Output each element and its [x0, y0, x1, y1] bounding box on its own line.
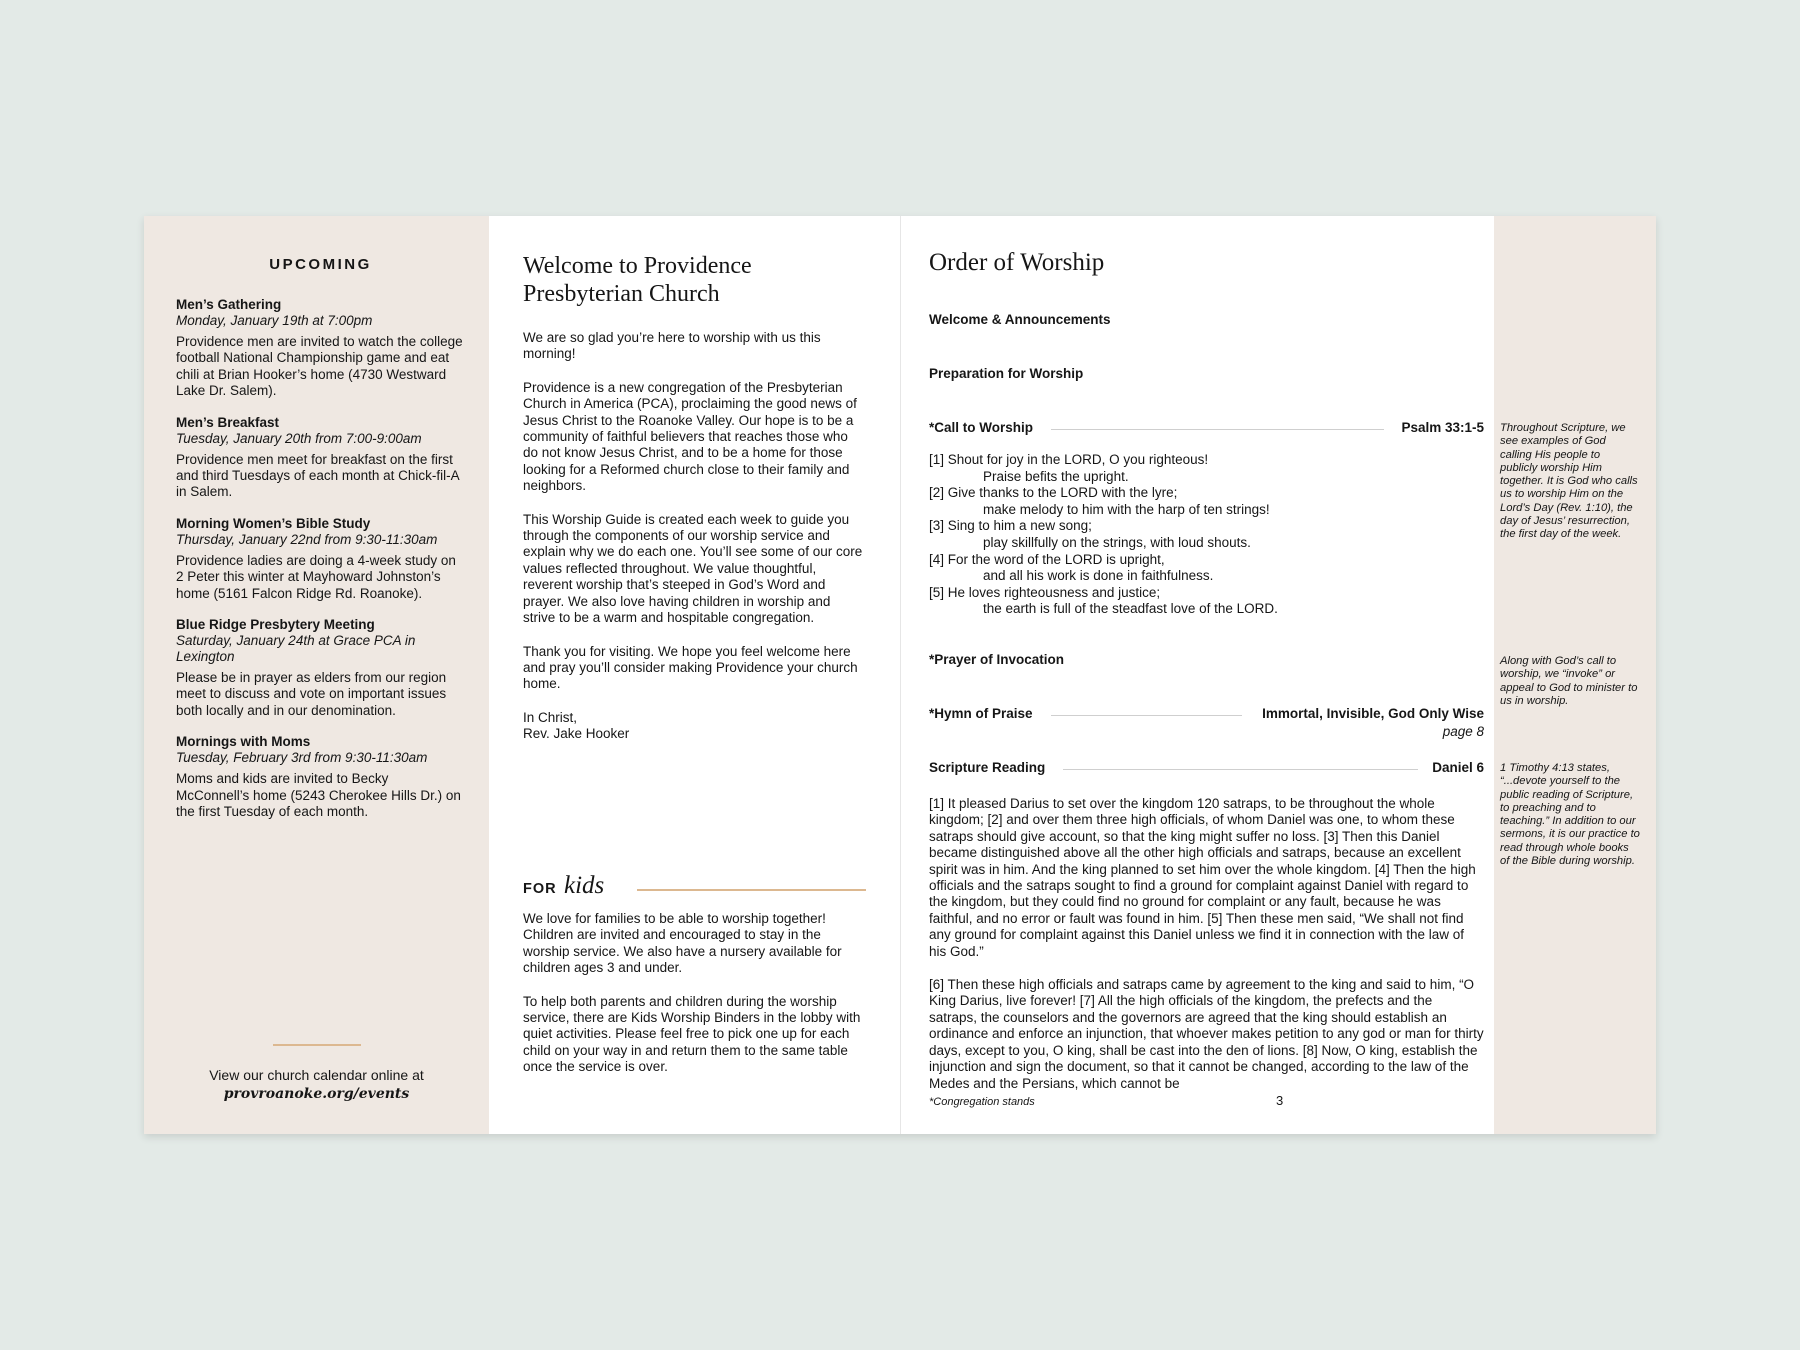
accent-divider	[273, 1044, 361, 1046]
event-description: Providence men meet for breakfast on the first and third Tuesdays of each month at Chick-fil-A in Salem.	[176, 451, 459, 500]
event-name: Blue Ridge Presbytery Meeting	[176, 617, 375, 633]
event-when: Monday, January 19th at 7:00pm	[176, 313, 373, 328]
note-scripture-reading: 1 Timothy 4:13 states, “...devote yourself to the public reading of Scripture, to preaching and to teaching.” In addition to our sermons, it is our practice to read through whole books of the Bible during worship.	[1500, 762, 1640, 868]
event-name: Mornings with Moms	[176, 734, 311, 750]
psalm-line: [4] For the word of the LORD is upright,	[929, 551, 1165, 567]
psalm-line: [1] Shout for joy in the LORD, O you righteous!	[929, 452, 1209, 467]
welcome-panel	[489, 216, 900, 1134]
kids-paragraph: We love for families to be able to worship together! Children are invited and encouraged to stay in the worship service. We also have a nursery available for children ages 3 and under.	[523, 911, 842, 976]
welcome-paragraph: Thank you for visiting. We hope you feel welcome here and pray you’ll consider making Providence your church home.	[523, 643, 858, 692]
event-description: Providence ladies are doing a 4-week study on 2 Peter this winter at Mayhoward Johnston’s home (5161 Falcon Ridge Rd. Roanoke).	[176, 552, 456, 601]
calendar-note: View our church calendar online at	[209, 1067, 424, 1083]
hymn-of-praise-row	[929, 706, 1484, 722]
worship-guide-spread	[144, 216, 1656, 1134]
scripture-paragraph: [1] It pleased Darius to set over the kingdom 120 satraps, to be throughout the whole kingdom; [2] and over them three high officials, of whom Daniel was one, to whom these satraps should give account, so that the king might suffer no loss. [3] Then this Daniel became distinguished above all the other high officials and satraps, because an excellent spirit was in him. And the king planned to set him over the whole kingdom. [4] Then the high officials and the satraps sought to find a ground for complaint against Daniel with regard to the kingdom, but they could find no ground for complaint or any fault, because he was faithful, and no error or fault was found in him. [5] Then these men said, “We shall not find any ground for complaint against this Daniel unless we find it in connection with the law of his God.”	[929, 796, 1476, 959]
scripture-reading-row	[929, 760, 1484, 776]
upcoming-panel	[144, 216, 489, 1134]
prayer-of-invocation-item: *Prayer of Invocation	[929, 652, 1065, 667]
psalm-line: [5] He loves righteousness and justice;	[929, 584, 1161, 600]
welcome-announcements-item: Welcome & Announcements	[929, 312, 1111, 327]
accent-divider	[637, 889, 866, 891]
kids-section	[523, 911, 866, 1093]
psalm-line: [3] Sing to him a new song;	[929, 518, 1092, 534]
kids-heading	[523, 870, 866, 900]
leader-line	[1051, 429, 1384, 430]
welcome-paragraph: We are so glad you’re here to worship with us this morning!	[523, 330, 821, 362]
psalm-line: Praise befits the upright.	[983, 468, 1129, 484]
hymn-label: *Hymn of Praise	[929, 706, 1033, 721]
scripture-label: Scripture Reading	[929, 760, 1046, 775]
closing: In Christ,	[523, 709, 578, 725]
calendar-link[interactable]: provroanoke.org/events	[223, 1086, 410, 1102]
page-number: 3	[1276, 1093, 1284, 1108]
psalm-passage	[929, 452, 1278, 618]
event-name: Men’s Gathering	[176, 297, 282, 312]
event-mens-gathering	[176, 297, 465, 400]
kids-paragraph: To help both parents and children during the worship service, there are Kids Worship Binders in the lobby with quiet activities. Please feel free to pick one up for each child on your way in and return them to the same table once the service is over.	[523, 993, 861, 1075]
psalm-line: [2] Give thanks to the LORD with the lyre;	[929, 485, 1178, 501]
scripture-passage	[929, 796, 1484, 1091]
welcome-paragraph: This Worship Guide is created each week to guide you through the components of our worship service and explain why we do each one. You’ll see some of our core values reflected throughout. We value thoughtful, reverent worship that’s steeped in God’s Word and prayer. We also love having children in worship and strive to be a warm and hospitable congregation.	[523, 511, 863, 626]
order-title: Order of Worship	[929, 249, 1105, 276]
event-when: Thursday, January 22nd from 9:30-11:30am	[176, 531, 438, 547]
psalm-line: make melody to him with the harp of ten strings!	[983, 501, 1270, 517]
call-to-worship-label: *Call to Worship	[929, 420, 1034, 435]
event-name: Men’s Breakfast	[176, 414, 280, 430]
event-when: Tuesday, January 20th from 7:00-9:00am	[176, 430, 422, 446]
event-mornings-with-moms	[176, 734, 465, 820]
calendar-footer	[144, 1044, 489, 1104]
event-description: Please be in prayer as elders from our region meet to discuss and vote on important issues both locally and in our denomination.	[176, 670, 447, 718]
event-presbytery-meeting	[176, 617, 465, 719]
call-to-worship-ref: Psalm 33:1-5	[1401, 420, 1484, 435]
event-when: Tuesday, February 3rd from 9:30-11:30am	[176, 750, 428, 766]
leader-line	[1051, 715, 1242, 716]
preparation-item: Preparation for Worship	[929, 366, 1084, 381]
call-to-worship-row	[929, 420, 1484, 436]
congregation-stands-note: *Congregation stands	[929, 1096, 1035, 1108]
kids-label: kids	[564, 872, 605, 899]
scripture-ref: Daniel 6	[1432, 760, 1484, 775]
scripture-paragraph: [6] Then these high officials and satraps came by agreement to the king and said to him, “O King Darius, live forever! [7] All the high officials of the kingdom, the prefects and the satraps, the counselors and the governors are agreed that the king should establish an ordinance and enforce an injunction, that whoever makes petition to any god or man for thirty days, except to you, O king, shall be cast into the den of lions. [8] Now, O king, establish the injunction and sign the document, so that it cannot be changed, according to the law of the Medes and the Persians, which cannot be	[929, 977, 1484, 1091]
welcome-paragraph: Providence is a new congregation of the Presbyterian Church in America (PCA), proclaiming the good news of Jesus Christ to the Roanoke Valley. Our hope is to be a community of faithful believers that reaches those who do not know Jesus Christ, and to be a home for those looking for a Reformed church close to their family and neighbors.	[523, 379, 857, 494]
event-description: Moms and kids are invited to Becky McConnell’s home (5243 Cherokee Hills Dr.) on the first Tuesday of each month.	[176, 771, 461, 820]
event-mens-breakfast	[176, 415, 465, 501]
hymn-title: Immortal, Invisible, God Only Wise	[1262, 706, 1484, 721]
psalm-line: the earth is full of the steadfast love of the LORD.	[983, 601, 1278, 617]
signature: Rev. Jake Hooker	[523, 726, 630, 742]
psalm-line: play skillfully on the strings, with loud shouts.	[983, 534, 1251, 550]
note-invocation: Along with God’s call to worship, we “invoke” or appeal to God to minister to us in worship.	[1500, 655, 1638, 707]
side-notes-panel	[1494, 216, 1656, 1134]
note-call-to-worship: Throughout Scripture, we see examples of God calling His people to publicly worship Him together. It is God who calls us to worship Him on the Lord’s Day (Rev. 1:10), the day of Jesus’ resurrection, the first day of the week.	[1500, 422, 1638, 541]
event-when: Saturday, January 24th at Grace PCA in Lexington	[176, 633, 416, 665]
event-name: Morning Women’s Bible Study	[176, 515, 371, 531]
order-of-worship-panel	[900, 216, 1494, 1134]
event-description: Providence men are invited to watch the college football National Championship game and eat chili at Brian Hooker’s home (4730 Westward Lake Dr. Salem).	[176, 334, 463, 399]
upcoming-title: UPCOMING	[269, 256, 372, 273]
psalm-line: and all his work is done in faithfulness.	[983, 568, 1214, 584]
event-womens-bible-study	[176, 516, 465, 602]
kids-for-label: FOR	[523, 881, 557, 897]
leader-line	[1063, 769, 1418, 770]
hymn-page: page 8	[1442, 724, 1484, 739]
welcome-title: Welcome to Providence Presbyterian Church	[523, 253, 752, 307]
